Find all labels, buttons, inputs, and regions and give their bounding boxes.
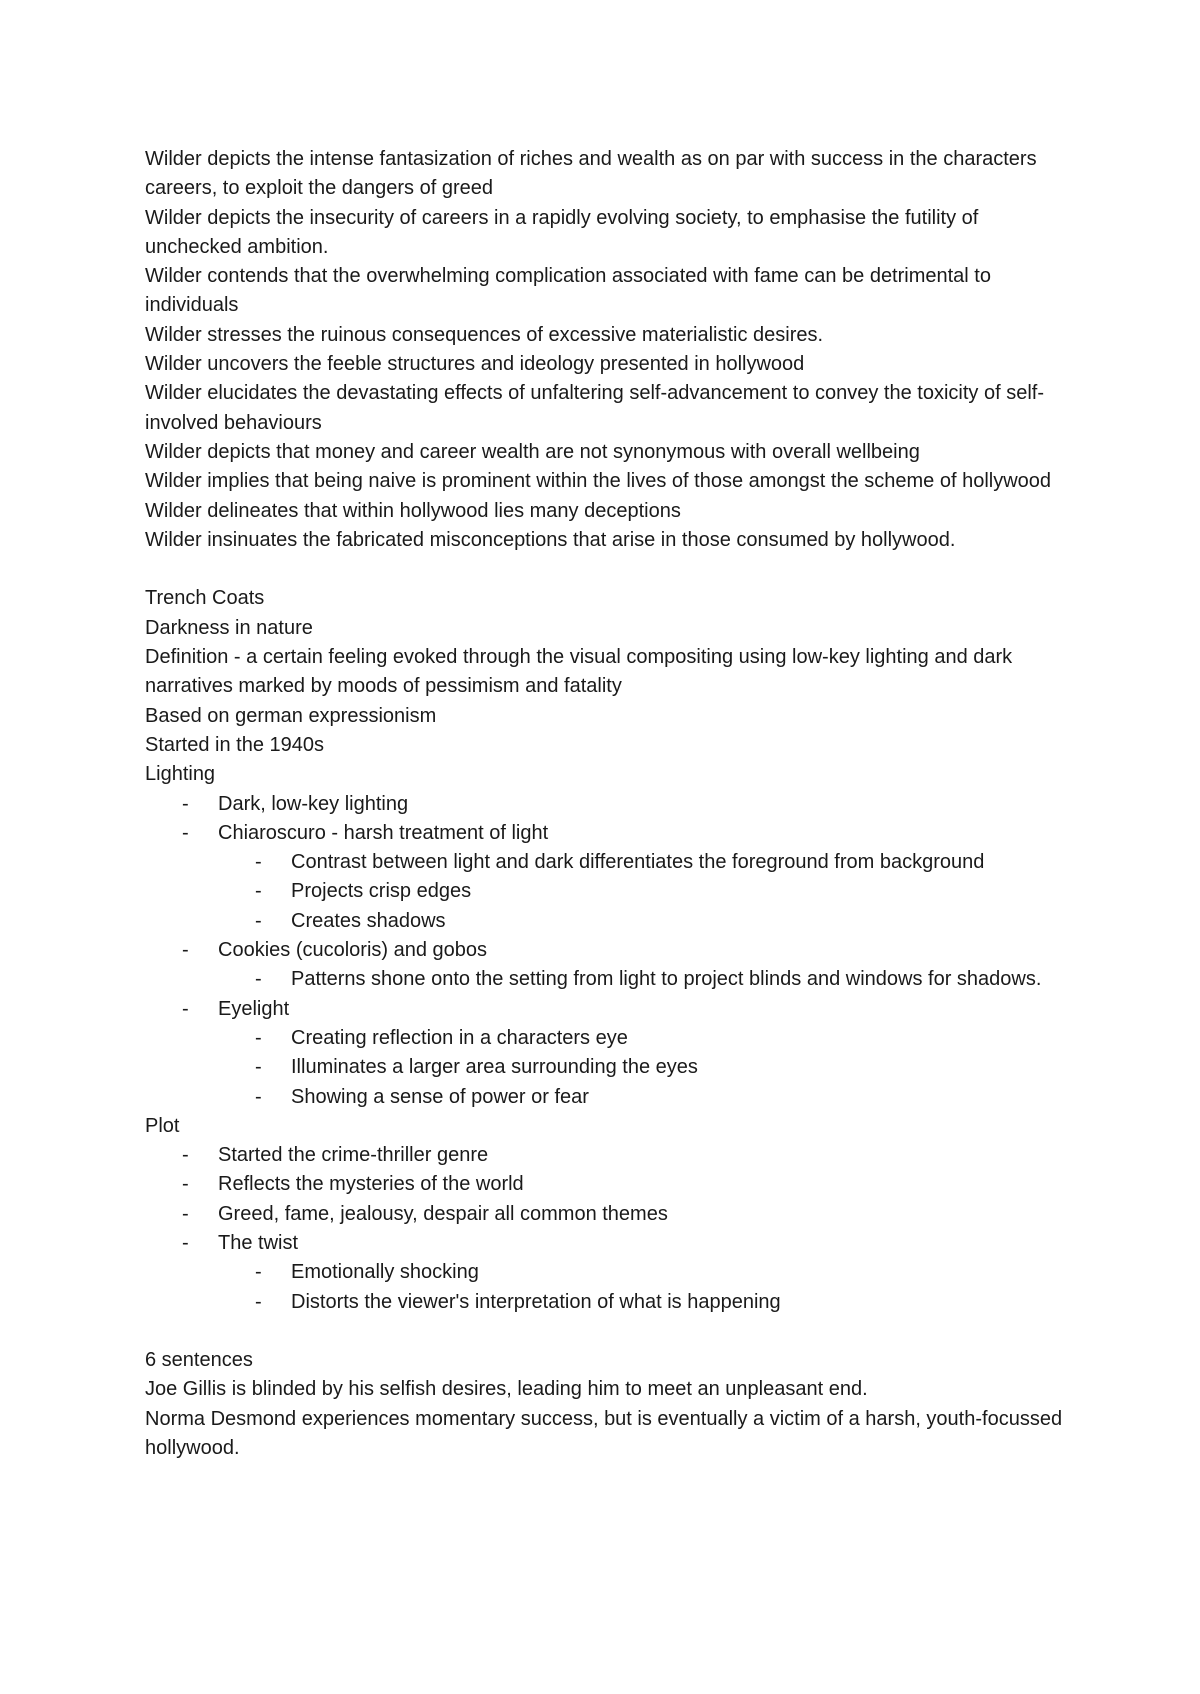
bullet-item (145, 790, 1065, 819)
bullet-item (145, 1141, 1065, 1170)
bullet-dash: - (255, 1261, 262, 1284)
thesis-line: Wilder uncovers the feeble structures and ideology presented in hollywood (145, 353, 805, 376)
thesis-line: Wilder depicts that money and career wealth are not synonymous with overall wellbeing (145, 440, 920, 463)
bullet-text: Contrast between light and dark differentiates the foreground from background (291, 851, 985, 874)
sub-bullet-item (145, 1083, 1065, 1112)
sub-bullet-item (145, 848, 1065, 877)
bullet-text: Eyelight (218, 997, 290, 1020)
thesis-line: Wilder insinuates the fabricated misconceptions that arise in those consumed by hollywood. (145, 528, 956, 551)
sub-bullet-item (145, 877, 1065, 906)
thesis-line: Wilder elucidates the devastating effects of unfaltering self-advancement to convey the toxicity of self-involved behaviours (145, 382, 1044, 434)
bullet-dash: - (255, 1056, 262, 1079)
thesis-line: Wilder contends that the overwhelming complication associated with fame can be detrimental to individuals (145, 265, 991, 317)
sub-bullet-item (145, 907, 1065, 936)
thesis-line: Wilder delineates that within hollywood lies many deceptions (145, 499, 681, 522)
bullet-dash: - (255, 1085, 262, 1108)
bullet-text: Distorts the viewer's interpretation of what is happening (291, 1290, 781, 1313)
thesis-list (145, 145, 1065, 555)
blank-line (145, 555, 1065, 584)
bullet-dash: - (255, 1026, 262, 1049)
bullet-text: Illuminates a larger area surrounding the eyes (291, 1056, 698, 1079)
sentence-line: Joe Gillis is blinded by his selfish desires, leading him to meet an unpleasant end. (145, 1378, 868, 1401)
bullet-dash: - (182, 997, 189, 1020)
lighting-bullet-list (145, 790, 1065, 1112)
bullet-dash: - (182, 1144, 189, 1167)
thesis-line: Wilder depicts the insecurity of careers in a rapidly evolving society, to emphasise the futility of unchecked ambition. (145, 206, 979, 258)
plot-bullet-list (145, 1141, 1065, 1317)
bullet-text: Creates shadows (291, 909, 446, 932)
thesis-line: Wilder stresses the ruinous consequences of excessive materialistic desires. (145, 323, 824, 346)
bullet-dash: - (182, 792, 189, 815)
sub-bullet-item (145, 1053, 1065, 1082)
bullet-item (145, 995, 1065, 1024)
bullet-text: Reflects the mysteries of the world (218, 1173, 524, 1196)
bullet-dash: - (182, 939, 189, 962)
sentences-section (145, 1346, 1065, 1463)
bullet-dash: - (182, 1202, 189, 1225)
bullet-text: Emotionally shocking (291, 1261, 479, 1284)
bullet-dash: - (182, 1173, 189, 1196)
bullet-item (145, 1229, 1065, 1258)
bullet-text: Cookies (cucoloris) and gobos (218, 939, 488, 962)
sentence-line: Norma Desmond experiences momentary success, but is eventually a victim of a harsh, youth-focussed hollywood. (145, 1407, 1063, 1460)
bullet-dash: - (255, 968, 262, 991)
sub-bullet-item (145, 1288, 1065, 1317)
blank-line (145, 1317, 1065, 1346)
sub-bullet-item (145, 1024, 1065, 1053)
bullet-text: Projects crisp edges (291, 880, 472, 903)
bullet-item (145, 819, 1065, 848)
bullet-text: The twist (218, 1231, 299, 1254)
bullet-item (145, 936, 1065, 965)
bullet-dash: - (182, 821, 189, 844)
bullet-text: Creating reflection in a characters eye (291, 1026, 628, 1049)
plot-heading: Plot (145, 1114, 180, 1137)
noir-note-line: Definition - a certain feeling evoked through the visual compositing using low-key lighting and dark narratives marked by moods of pessimism and fatality (145, 646, 1013, 698)
bullet-text: Dark, low-key lighting (218, 792, 409, 815)
bullet-item (145, 1170, 1065, 1199)
bullet-dash: - (255, 880, 262, 903)
bullet-text: Greed, fame, jealousy, despair all common themes (218, 1202, 668, 1225)
noir-notes (145, 584, 1065, 1316)
thesis-line: Wilder implies that being naive is prominent within the lives of those amongst the scheme of hollywood (145, 470, 1052, 493)
sentences-heading: 6 sentences (145, 1349, 253, 1372)
bullet-item (145, 1200, 1065, 1229)
noir-note-line: Started in the 1940s (145, 733, 325, 756)
noir-note-line: Based on german expressionism (145, 704, 437, 727)
document-body (145, 145, 1065, 1463)
bullet-text: Patterns shone onto the setting from light to project blinds and windows for shadows. (291, 968, 1042, 991)
bullet-text: Started the crime-thriller genre (218, 1144, 489, 1167)
bullet-dash: - (255, 851, 262, 874)
bullet-dash: - (255, 1290, 262, 1313)
noir-note-line: Darkness in nature (145, 616, 313, 639)
thesis-line: Wilder depicts the intense fantasization of riches and wealth as on par with success in the characters careers, to exploit the dangers of greed (145, 148, 1037, 200)
bullet-dash: - (182, 1231, 189, 1254)
bullet-dash: - (255, 909, 262, 932)
lighting-heading: Lighting (145, 763, 216, 786)
bullet-text: Chiaroscuro - harsh treatment of light (218, 821, 549, 844)
bullet-text: Showing a sense of power or fear (291, 1085, 589, 1108)
sub-bullet-item (145, 965, 1065, 994)
noir-note-line: Trench Coats (145, 587, 265, 610)
sub-bullet-item (145, 1258, 1065, 1287)
